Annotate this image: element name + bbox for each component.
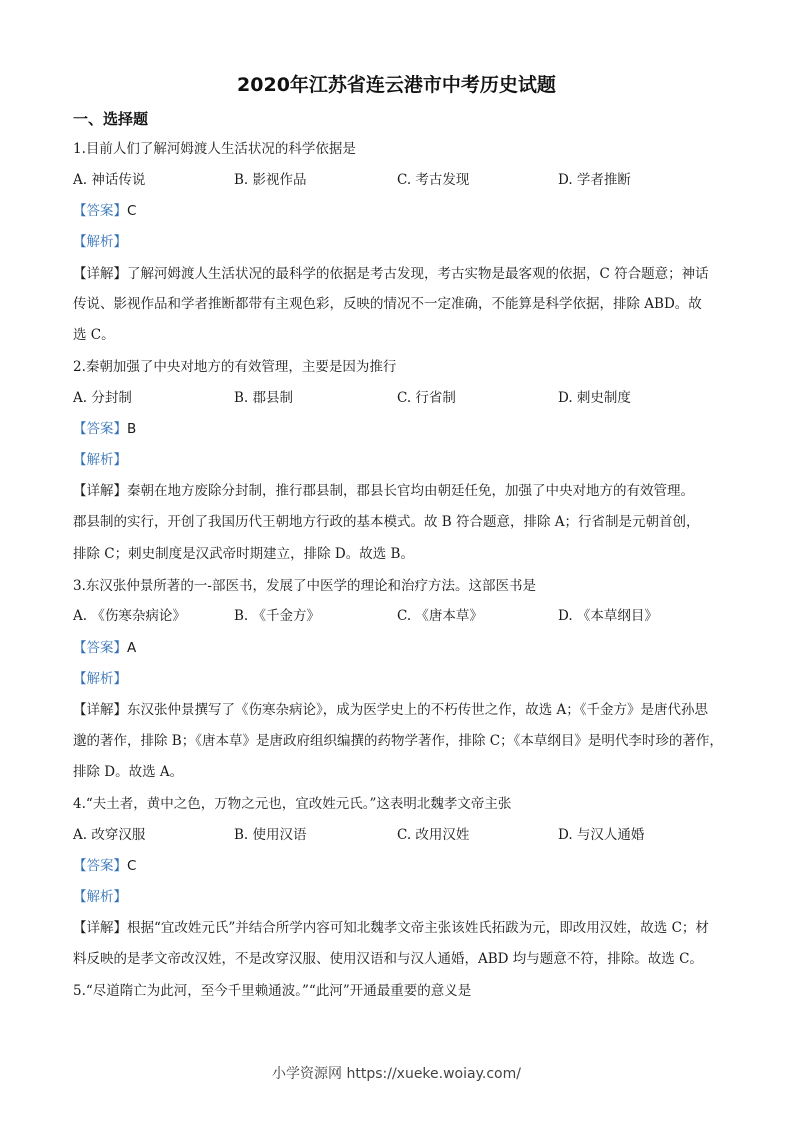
detail-text: 东汉张仲景撰写了《伤寒杂病论》，成为医学史上的不朽传世之作，故选 A；《千金方》是唐代孙思 <box>127 702 709 718</box>
question-5-stem: 5.“尽道隋亡为此河，至今千里赖通波。”“此河”开通最重要的意义是 <box>73 983 472 999</box>
section-heading: 一、选择题 <box>73 110 149 128</box>
detail-tag: 【详解】 <box>73 483 127 499</box>
detail-text: 秦朝在地方废除分封制，推行郡县制，郡县长官均由朝廷任免，加强了中央对地方的有效管理。 <box>127 483 694 499</box>
question-3-stem: 3.东汉张仲景所著的一-部医书，发展了中医学的理论和治疗方法。这部医书是 <box>73 578 536 594</box>
detail-text: 根据“宜改姓元氏”并结合所学内容可知北魏孝文帝主张该姓氏拓跋为元，即改用汉姓，故选 C；材 <box>127 920 709 936</box>
detail-text: 了解河姆渡人生活状况的最科学的依据是考古发现，考古实物是最客观的依据，C 符合题意；神话 <box>127 266 709 282</box>
detail-tag: 【详解】 <box>73 266 127 282</box>
q4-analysis-tag: 【解析】 <box>73 889 127 905</box>
q1-option-b: B. 影视作品 <box>234 172 307 188</box>
q1-option-a: A. 神话传说 <box>73 172 146 188</box>
q4-answer <box>73 856 136 876</box>
q4-option-d: D. 与汉人通婚 <box>558 827 645 843</box>
detail-tag: 【详解】 <box>73 920 127 936</box>
q1-option-d: D. 学者推断 <box>558 172 631 188</box>
q2-detail-line-1 <box>73 481 694 501</box>
q2-detail-line-3: 排除 C；刺史制度是汉武帝时期建立，排除 D。故选 B。 <box>73 546 414 562</box>
q3-answer <box>73 638 136 658</box>
q2-option-c: C. 行省制 <box>397 390 456 406</box>
q3-option-b: B. 《千金方》 <box>234 608 321 624</box>
page-footer: 小学资源网 https://xueke.woiay.com/ <box>272 1066 521 1082</box>
q4-detail-line-1 <box>73 918 709 938</box>
q2-detail-line-2: 郡县制的实行，开创了我国历代王朝地方行政的基本模式。故 B 符合题意，排除 A；行省制是元朝首创， <box>73 514 700 530</box>
q2-analysis-tag: 【解析】 <box>73 452 127 468</box>
answer-value: C <box>127 203 137 219</box>
question-1-stem: 1.目前人们了解河姆渡人生活状况的科学依据是 <box>73 141 356 157</box>
answer-value: C <box>127 858 137 874</box>
q3-detail-line-3: 排除 D。故选 A。 <box>73 764 184 780</box>
answer-tag: 【答案】 <box>73 640 127 656</box>
q4-option-c: C. 改用汉姓 <box>397 827 470 843</box>
q3-detail-line-1 <box>73 700 708 720</box>
answer-tag: 【答案】 <box>73 203 127 219</box>
answer-value: B <box>127 421 137 437</box>
q4-option-a: A. 改穿汉服 <box>73 827 146 843</box>
q2-option-b: B. 郡县制 <box>234 390 294 406</box>
answer-value: A <box>127 640 137 656</box>
q1-option-c: C. 考古发现 <box>397 172 470 188</box>
q3-option-c: C. 《唐本草》 <box>397 608 483 624</box>
page-title: 2020年江苏省连云港市中考历史试题 <box>237 74 556 96</box>
q4-option-b: B. 使用汉语 <box>234 827 307 843</box>
q3-detail-line-2: 邈的著作，排除 B；《唐本草》是唐政府组织编撰的药物学著作，排除 C；《本草纲目》是明代李时珍的著作， <box>73 733 723 749</box>
question-2-stem: 2.秦朝加强了中央对地方的有效管理，主要是因为推行 <box>73 359 397 375</box>
answer-tag: 【答案】 <box>73 858 127 874</box>
q1-detail-line-2: 传说、影视作品和学者推断都带有主观色彩，反映的情况不一定准确，不能算是科学依据，排除 ABD。故 <box>73 296 702 312</box>
q1-analysis-tag: 【解析】 <box>73 234 127 250</box>
q2-answer <box>73 419 136 439</box>
q1-detail-line-1 <box>73 264 709 284</box>
answer-tag: 【答案】 <box>73 421 127 437</box>
q3-analysis-tag: 【解析】 <box>73 671 127 687</box>
q1-detail-line-3: 选 C。 <box>73 327 115 343</box>
q2-option-d: D. 刺史制度 <box>558 390 631 406</box>
q3-option-d: D. 《本草纲目》 <box>558 608 658 624</box>
detail-tag: 【详解】 <box>73 702 127 718</box>
q1-answer <box>73 201 136 221</box>
q3-option-a: A. 《伤寒杂病论》 <box>73 608 186 624</box>
question-4-stem: 4.“夫土者，黄中之色，万物之元也，宜改姓元氏。”这表明北魏孝文帝主张 <box>73 796 512 812</box>
q2-option-a: A. 分封制 <box>73 390 132 406</box>
q4-detail-line-2: 料反映的是孝文帝改汉姓，不是改穿汉服、使用汉语和与汉人通婚，ABD 均与题意不符，排除。故选 C。 <box>73 951 703 967</box>
